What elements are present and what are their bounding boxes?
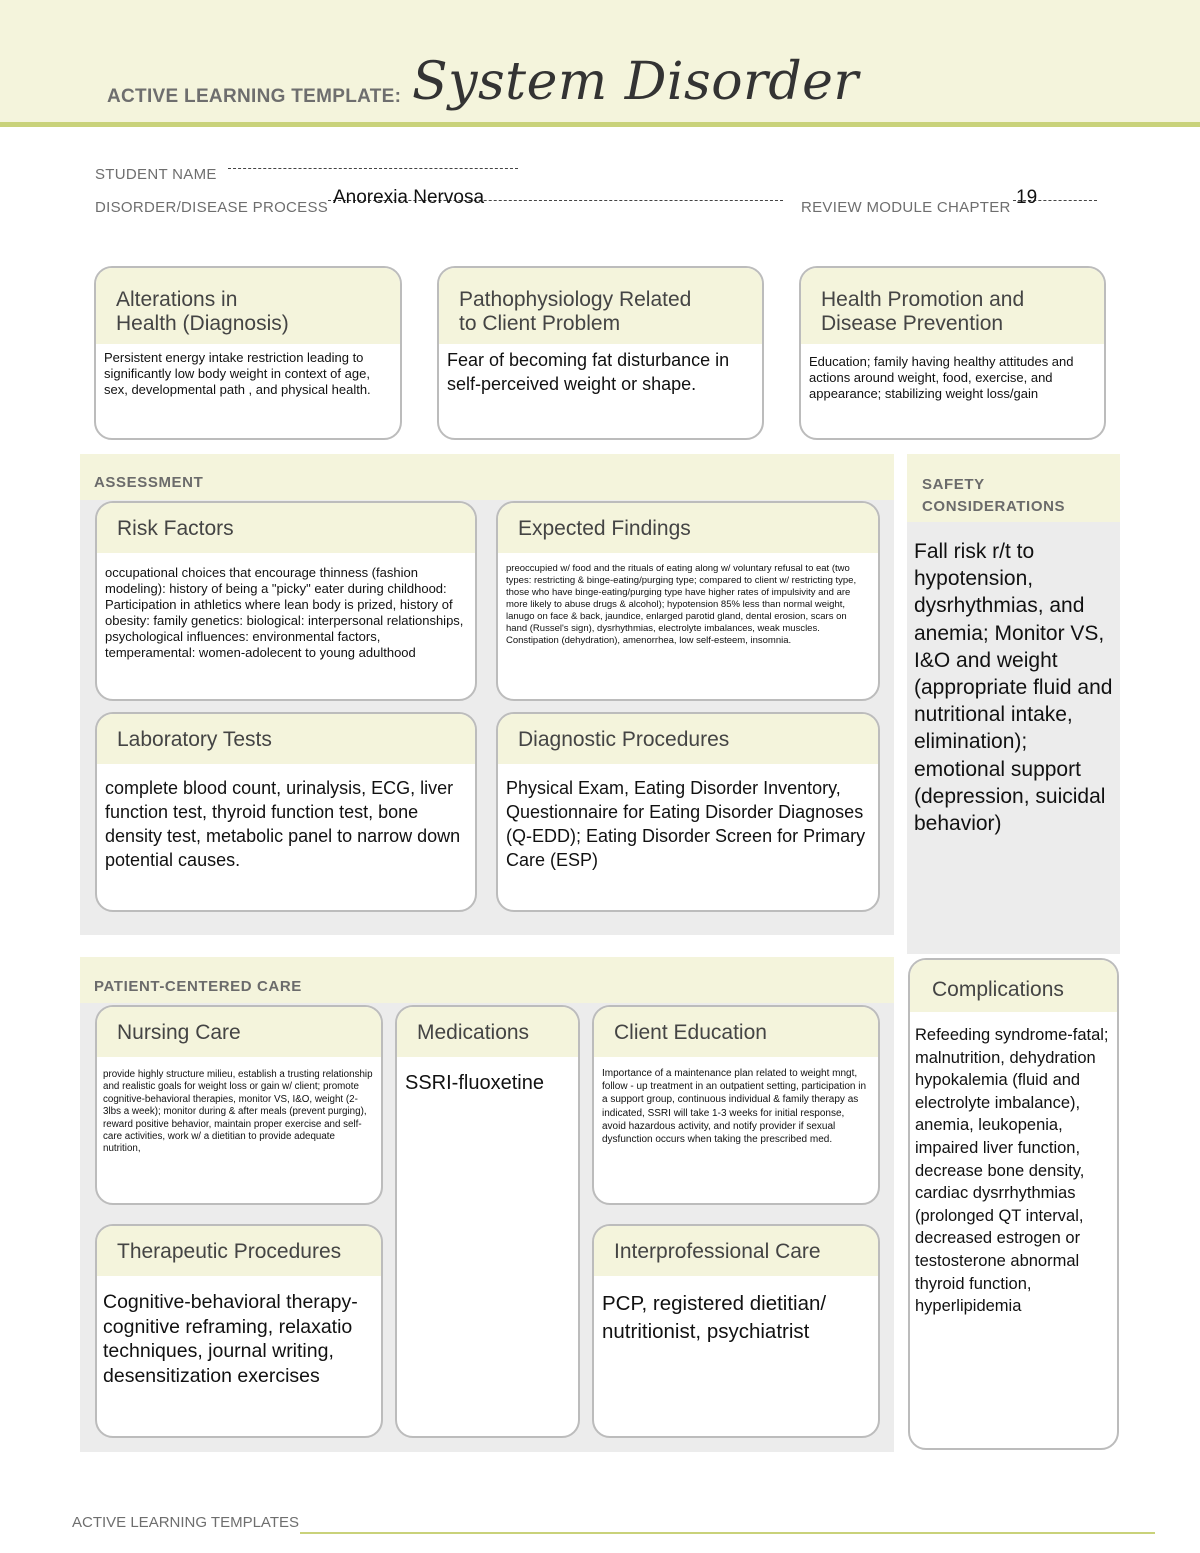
medications-title: Medications bbox=[397, 1007, 578, 1057]
safety-body[interactable]: Fall risk r/t to hypotension, dysrhythmias, and anemia; Monitor VS, I&O and weight (appropriate fluid and nutritional intake, elimination); emotional support (depression, suicidal behavior) bbox=[914, 540, 1113, 836]
disorder-label: DISORDER/DISEASE PROCESS bbox=[95, 199, 329, 216]
pathophysiology-box bbox=[437, 266, 764, 440]
pathophysiology-title-line2: to Client Problem bbox=[459, 312, 621, 335]
pathophysiology-body[interactable]: Fear of becoming fat disturbance in self-perceived weight or shape. bbox=[447, 350, 730, 394]
interprofessional-care-title: Interprofessional Care bbox=[594, 1226, 878, 1276]
laboratory-tests-card bbox=[95, 712, 477, 912]
medications-body[interactable]: SSRI-fluoxetine bbox=[405, 1072, 544, 1094]
laboratory-tests-body[interactable]: complete blood count, urinalysis, ECG, liver function test, thyroid function test, bone density test, metabolic panel to narrow down potential causes. bbox=[105, 778, 461, 870]
footer-rule bbox=[300, 1532, 1155, 1534]
expected-findings-card bbox=[496, 501, 880, 701]
risk-factors-body[interactable]: occupational choices that encourage thinness (fashion modeling): history of being a "picky" eater during childhood: Participation in athletics where lean body is prized, history of obesity: family genetics: biological: interpersonal relationships, psychological influences: environmental factors, temperamental: women-adolecent to young adulthood bbox=[105, 565, 464, 660]
interprofessional-care-card bbox=[592, 1224, 880, 1438]
alterations-body[interactable]: Persistent energy intake restriction leading to significantly low body weight in context of age, sex, developmental path , and physical health. bbox=[104, 350, 371, 397]
alterations-title-line1: Alterations in bbox=[116, 288, 238, 311]
alterations-box bbox=[94, 266, 402, 440]
risk-factors-card bbox=[95, 501, 477, 701]
nursing-care-body[interactable]: provide highly structure milieu, establish a trusting relationship and realistic goals for weight loss or gain w/ client; promote cognitive-behavioral therapies, monitor VS, I&O, weight (2-3lbs a week); monitor during & after meals (prevent purging), reward positive behavior, maintain proper exercise and self-care activities, work w/ a dietitian to provide adequate nutrition, bbox=[103, 1069, 373, 1155]
expected-findings-body[interactable]: preoccupied w/ food and the rituals of eating along w/ voluntary refusal to eat (two types: restricting & binge-eating/purging type; compared to client w/ restricting type, those who have binge-eating/purging type have higher rates of impulsivity and are more likely to abuse drugs & alcohol); hypotension 85% less than normal weight, lanugo on face & back, jaundice, enlarged parotid gland, dental erosion, scars on hand (Russel's sign), dysrhythmias, electrolyte imbalances, weak muscles. Constipation (dehydration), amenorrhea, low self-esteem, insomnia. bbox=[506, 563, 857, 646]
header-rule bbox=[0, 122, 1200, 127]
assessment-title: ASSESSMENT bbox=[94, 474, 204, 491]
template-label: ACTIVE LEARNING TEMPLATE: bbox=[107, 86, 402, 107]
health-promotion-title-line1: Health Promotion and bbox=[821, 288, 1025, 311]
footer-label: ACTIVE LEARNING TEMPLATES bbox=[72, 1514, 299, 1531]
therapeutic-procedures-card bbox=[95, 1224, 383, 1438]
nursing-care-card bbox=[95, 1005, 383, 1205]
risk-factors-title: Risk Factors bbox=[97, 503, 475, 553]
template-title: System Disorder bbox=[412, 52, 859, 112]
safety-title bbox=[922, 474, 1065, 518]
therapeutic-procedures-body[interactable]: Cognitive-behavioral therapy- cognitive reframing, relaxatio techniques, journal writing, desensitization exercises bbox=[103, 1291, 358, 1387]
complications-card bbox=[908, 958, 1119, 1450]
nursing-care-title: Nursing Care bbox=[97, 1007, 381, 1057]
student-name-label: STUDENT NAME bbox=[95, 166, 217, 183]
disorder-value[interactable]: Anorexia Nervosa bbox=[333, 187, 485, 208]
pathophysiology-title-line1: Pathophysiology Related bbox=[459, 288, 692, 311]
expected-findings-title: Expected Findings bbox=[498, 503, 878, 553]
safety-title-line2: CONSIDERATIONS bbox=[922, 498, 1066, 515]
client-education-body[interactable]: Importance of a maintenance plan related to weight mngt, follow - up treatment in an outpatient setting, participation in a support group, continuous individual & family therapy as indicated, SSRI will take 1-3 weeks for initial response, avoid hazardous activity, and notify provider if sexual dysfunction occurs when taking the prescribed med. bbox=[602, 1068, 867, 1146]
health-promotion-body[interactable]: Education; family having healthy attitudes and actions around weight, food, exercise, and appearance; stabilizing weight loss/gain bbox=[809, 354, 1074, 401]
interprofessional-care-body[interactable]: PCP, registered dietitian/ nutritionist, psychiatrist bbox=[602, 1292, 827, 1343]
complications-body[interactable]: Refeeding syndrome-fatal; malnutrition, dehydration hypokalemia (fluid and electrolyte imbalance), anemia, leukopenia, impaired liver function, decrease bone density, cardiac dysrrhythmias (prolonged QT interval, decreased estrogen or testosterone abnormal thyroid function, hyperlipidemia bbox=[915, 1026, 1109, 1316]
therapeutic-procedures-title: Therapeutic Procedures bbox=[97, 1226, 381, 1276]
diagnostic-procedures-title: Diagnostic Procedures bbox=[498, 714, 878, 764]
chapter-label: REVIEW MODULE CHAPTER bbox=[801, 199, 1011, 216]
client-education-card bbox=[592, 1005, 880, 1205]
safety-title-line1: SAFETY bbox=[922, 476, 985, 493]
diagnostic-procedures-card bbox=[496, 712, 880, 912]
chapter-value[interactable]: 19 bbox=[1016, 187, 1038, 208]
medications-card bbox=[395, 1005, 580, 1438]
alterations-title-line2: Health (Diagnosis) bbox=[116, 312, 289, 335]
laboratory-tests-title: Laboratory Tests bbox=[97, 714, 475, 764]
student-name-line bbox=[228, 168, 518, 169]
diagnostic-procedures-body[interactable]: Physical Exam, Eating Disorder Inventory, Questionnaire for Eating Disorder Diagnoses (Q-EDD); Eating Disorder Screen for Primary Care (ESP) bbox=[506, 778, 866, 870]
health-promotion-title-line2: Disease Prevention bbox=[821, 312, 1004, 335]
patient-centered-care-title: PATIENT-CENTERED CARE bbox=[94, 978, 302, 995]
client-education-title: Client Education bbox=[594, 1007, 878, 1057]
health-promotion-box bbox=[799, 266, 1106, 440]
pathophysiology-header bbox=[439, 268, 762, 344]
health-promotion-header bbox=[801, 268, 1104, 344]
complications-title: Complications bbox=[910, 960, 1117, 1012]
alterations-header bbox=[96, 268, 400, 344]
